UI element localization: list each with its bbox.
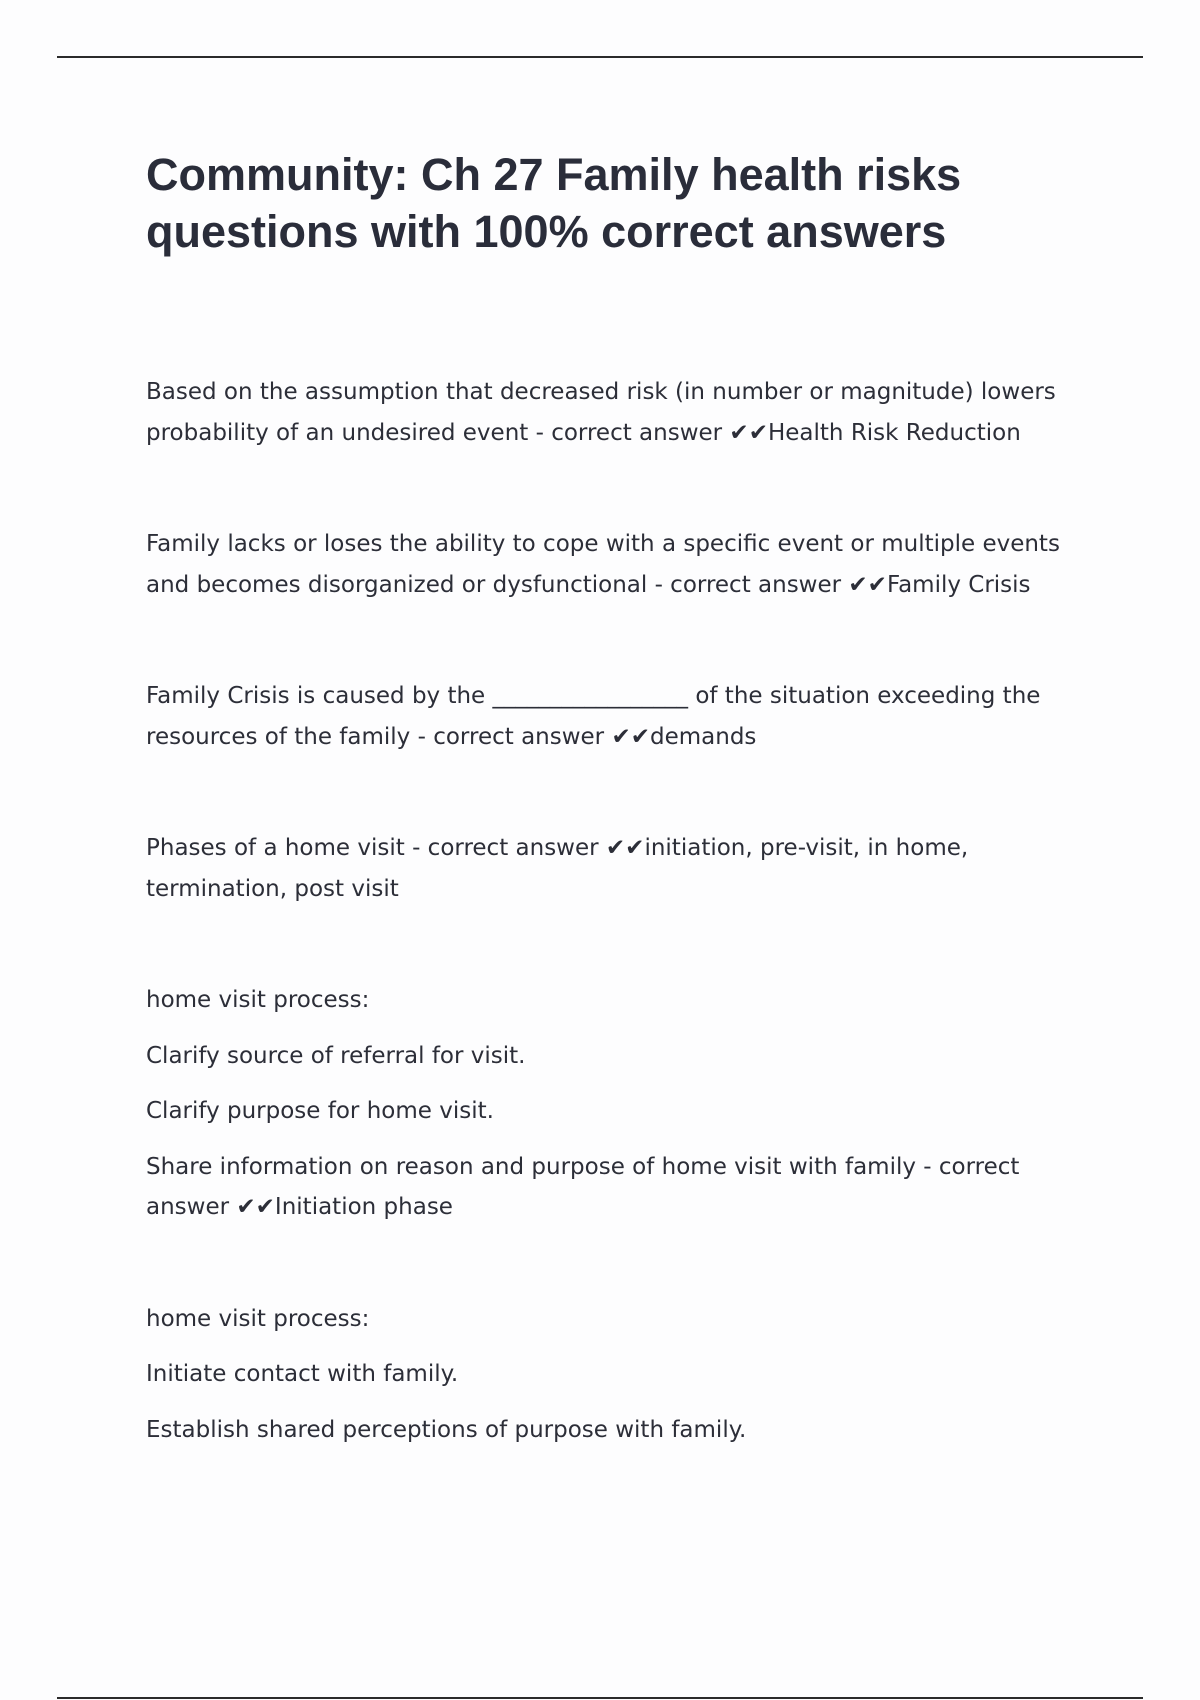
qa-block-home-visit-process <box>146 1299 1076 1451</box>
block-line: Initiate contact with family. <box>146 1361 459 1387</box>
block-line: Establish shared perceptions of purpose with family. <box>146 1416 747 1443</box>
document-page <box>146 146 1076 1450</box>
qa-item-home-visit-phases: Phases of a home visit - correct answer ✔✔initiation, pre-visit, in home, termination, post visit <box>146 835 969 902</box>
block-line: Clarify purpose for home visit. <box>146 1098 494 1124</box>
qa-item-demands: Family Crisis is caused by the _________________ of the situation exceeding the resources of the family - correct answer ✔✔demands <box>146 683 1041 750</box>
top-rule <box>57 56 1143 58</box>
bottom-rule <box>57 1697 1143 1699</box>
block-line: home visit process: <box>146 987 370 1013</box>
qa-item-family-crisis: Family lacks or loses the ability to cope with a specific event or multiple events and becomes disorganized or dysfunctional - correct answer ✔✔Family Crisis <box>146 531 1060 598</box>
block-line: Share information on reason and purpose of home visit with family - correct answer ✔✔Initiation phase <box>146 1153 1020 1220</box>
block-line: Clarify source of referral for visit. <box>146 1042 526 1069</box>
document-title: Community: Ch 27 Family health risks questions with 100% correct answers <box>146 149 962 257</box>
qa-block-initiation-phase <box>146 980 1076 1228</box>
qa-item-health-risk-reduction: Based on the assumption that decreased risk (in number or magnitude) lowers probability of an undesired event - correct answer ✔✔Health Risk Reduction <box>146 379 1056 446</box>
document-content <box>146 372 1076 1450</box>
block-line: home visit process: <box>146 1305 370 1332</box>
